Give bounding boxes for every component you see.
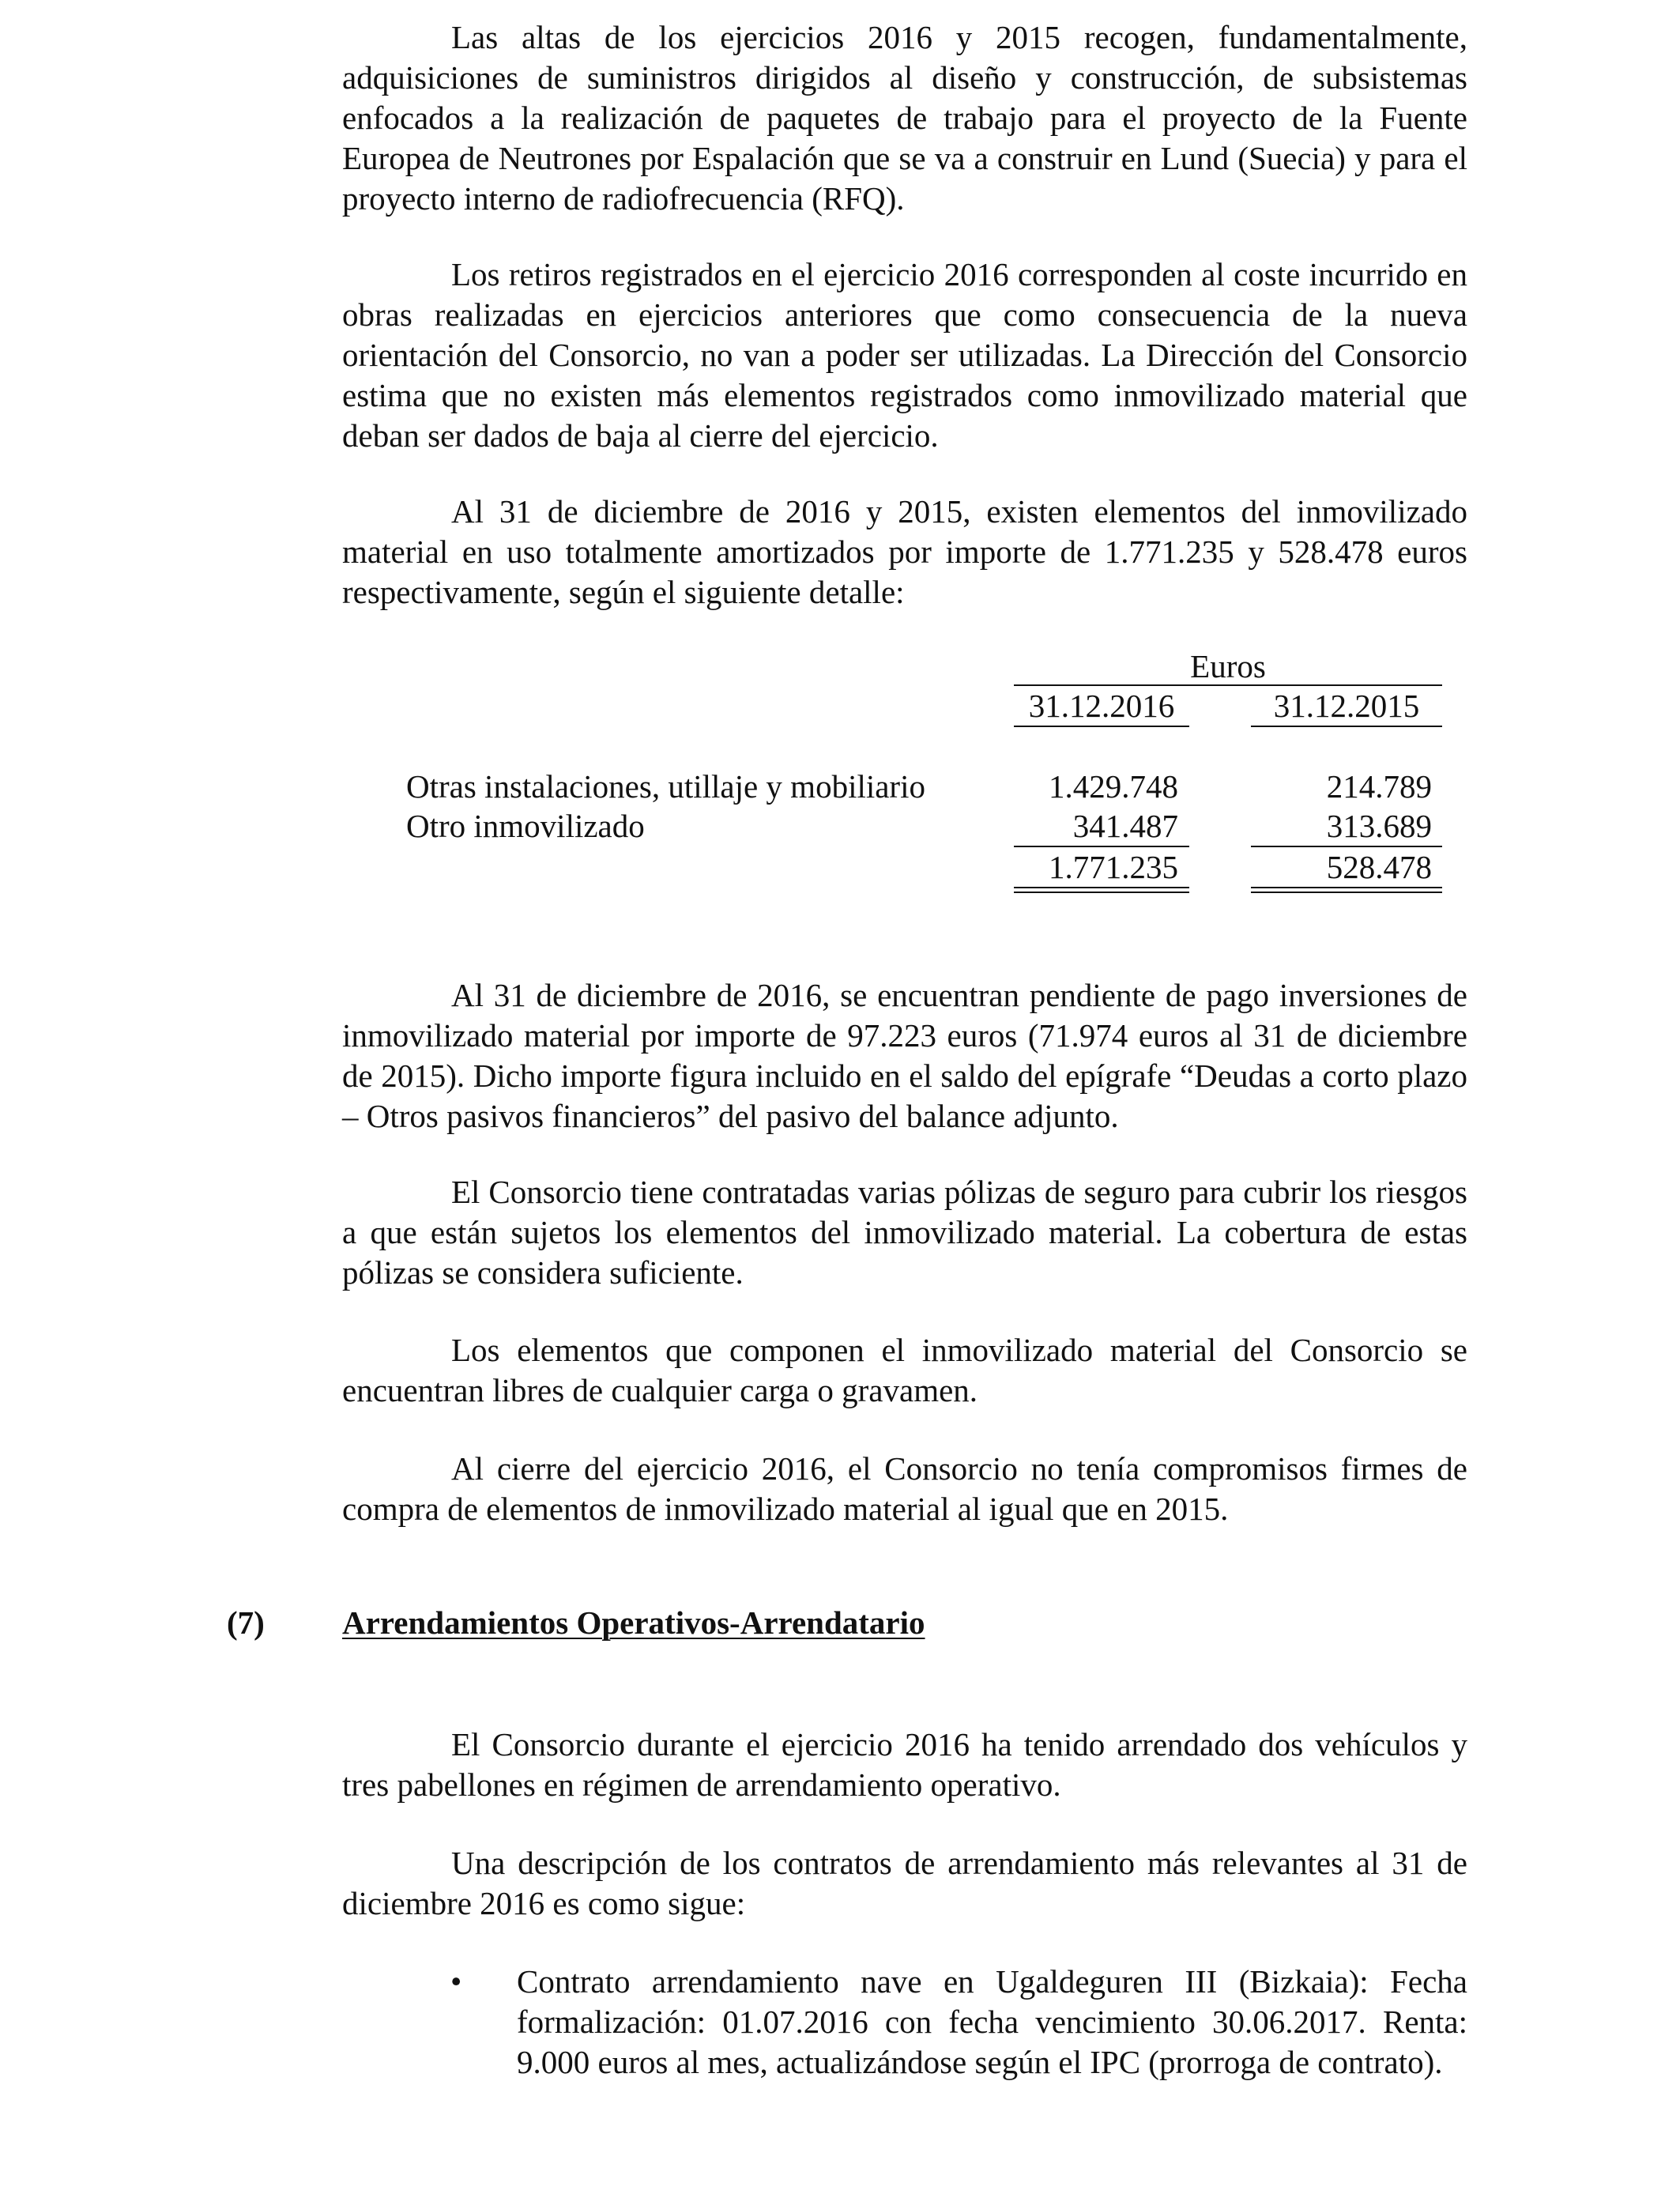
table-row-value-2016: 341.487 — [1072, 808, 1178, 844]
paragraph-pendiente-pago — [342, 975, 1467, 1137]
section-title: Arrendamientos Operativos-Arrendatario — [342, 1604, 925, 1641]
table-total-double-rule-2015-b — [1251, 892, 1442, 893]
table-total-2016: 1.771.235 — [1049, 849, 1178, 885]
table-row-label: Otras instalaciones, utillaje y mobiliario — [406, 768, 925, 805]
table-total-2015: 528.478 — [1326, 849, 1432, 885]
table-row-value-2016: 1.429.748 — [1049, 768, 1178, 805]
table-row-value-2015: 313.689 — [1326, 808, 1432, 844]
paragraph-polizas — [342, 1172, 1467, 1293]
paragraph-altas — [342, 17, 1467, 219]
paragraph-polizas-text: El Consorcio tiene contratadas varias pólizas de seguro para cubrir los riesgos a que están sujetos los elementos del inmovilizado material. La cobertura de estas pólizas se considera suficiente. — [342, 1174, 1467, 1291]
paragraph-retiros-text: Los retiros registrados en el ejercicio 2016 corresponden al coste incurrido en obras realizadas en ejercicios anteriores que como consecuencia de la nueva orientación del Consorcio, no van a poder ser utilizadas. La Dirección del Consorcio estima que no existen más elementos registrados como inmovilizado material que deban ser dados de baja al cierre del ejercicio. — [342, 256, 1467, 454]
paragraph-pendiente-pago-text: Al 31 de diciembre de 2016, se encuentran pendiente de pago inversiones de inmovilizado material por importe de 97.223 euros (71.974 euros al 31 de diciembre de 2015). Dicho importe figura incluido en el saldo del epígrafe “Deudas a corto plazo – Otros pasivos financieros” del pasivo del balance adjunto. — [342, 977, 1467, 1134]
paragraph-descripcion-contratos-text: Una descripción de los contratos de arrendamiento más relevantes al 31 de diciembre 2016 es como sigue: — [342, 1845, 1467, 1921]
paragraph-arrendado — [342, 1725, 1467, 1805]
bullet-icon: • — [450, 1963, 462, 2000]
table-total-double-rule-2015-a — [1251, 887, 1442, 888]
paragraph-altas-text: Las altas de los ejercicios 2016 y 2015 recogen, fundamentalmente, adquisiciones de suministros dirigidos al diseño y construcción, de subsistemas enfocados a la realización de paquetes de trabajo para el proyecto de la Fuente Europea de Neutrones por Espalación que se va a construir en Lund (Suecia) y para el proyecto interno de radiofrecuencia (RFQ). — [342, 19, 1467, 217]
table-total-double-rule-2016-a — [1014, 887, 1189, 888]
list-item: Contrato arrendamiento nave en Ugaldeguren III (Bizkaia): Fecha formalización: 01.07.2016 con fecha vencimiento 30.06.2017. Renta: 9.000 euros al mes, actualizándose según el IPC (prorroga de contrato). — [517, 1963, 1467, 2080]
paragraph-arrendado-text: El Consorcio durante el ejercicio 2016 ha tenido arrendado dos vehículos y tres pabellones en régimen de arrendamiento operativo. — [342, 1726, 1467, 1803]
table-col-2016-header: 31.12.2016 — [1028, 688, 1175, 724]
paragraph-amortizados — [342, 492, 1467, 613]
paragraph-cargas — [342, 1330, 1467, 1411]
paragraph-amortizados-text: Al 31 de diciembre de 2016 y 2015, existen elementos del inmovilizado material en uso totalmente amortizados por importe de 1.771.235 y 528.478 euros respectivamente, según el siguiente detalle: — [342, 493, 1467, 610]
table-col-2015-underline — [1251, 726, 1442, 727]
paragraph-compromisos — [342, 1449, 1467, 1529]
table-row-value-2015: 214.789 — [1326, 768, 1432, 805]
paragraph-retiros — [342, 254, 1467, 456]
table-col-2016-underline — [1014, 726, 1189, 727]
table-total-double-rule-2016-b — [1014, 892, 1189, 893]
table-col-2015-header: 31.12.2015 — [1273, 688, 1420, 724]
table-row-label: Otro inmovilizado — [406, 808, 645, 844]
paragraph-descripcion-contratos — [342, 1843, 1467, 1924]
table-currency-header: Euros — [1190, 648, 1266, 684]
paragraph-cargas-text: Los elementos que componen el inmovilizado material del Consorcio se encuentran libres de cualquier carga o gravamen. — [342, 1332, 1467, 1408]
section-number: (7) — [227, 1604, 265, 1641]
paragraph-compromisos-text: Al cierre del ejercicio 2016, el Consorcio no tenía compromisos firmes de compra de elementos de inmovilizado material al igual que en 2015. — [342, 1450, 1467, 1527]
